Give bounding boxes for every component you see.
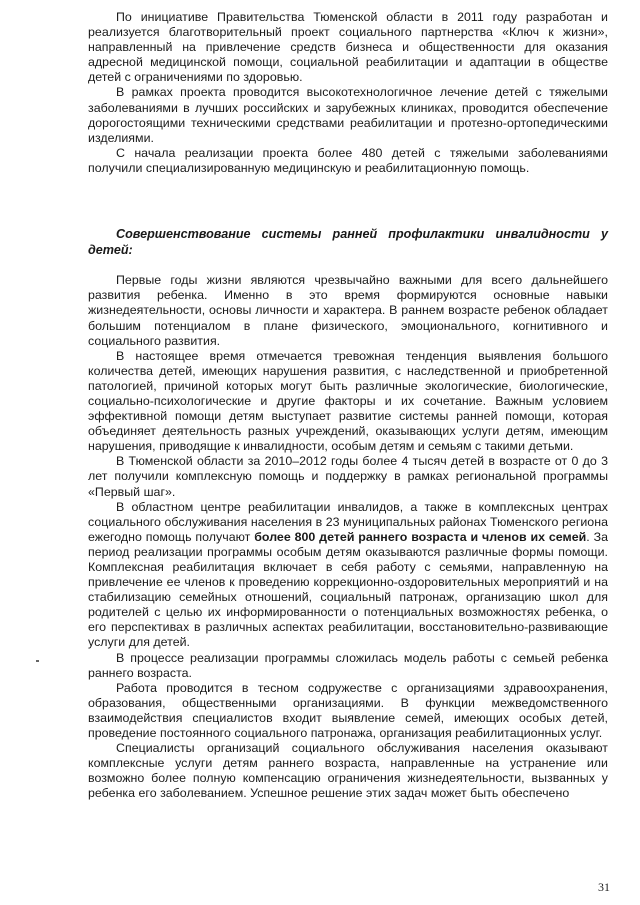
margin-mark xyxy=(36,660,39,662)
document-page xyxy=(88,10,608,802)
paragraph-key-to-life-project: По инициативе Правительства Тюменской области в 2011 году разработан и реализуется благотворительный проект социального партнерства «Ключ к жизни», направленный на привлечение средств бизнеса и общественности для оказания адресной медицинской помощи, социальной реабилитации и адаптации в обществе детей с ограничениями по здоровью. xyxy=(88,10,608,85)
paragraph-work-model: В процессе реализации программы сложилась модель работы с семьей ребенка раннего возраста. xyxy=(88,650,608,680)
paragraph-first-step-program: В Тюменской области за 2010–2012 годы более 4 тысяч детей в возрасте от 0 до 3 лет получили комплексную помощь и поддержку в рамках региональной программы «Первый шаг». xyxy=(88,454,608,499)
paragraph-project-results: С начала реализации проекта более 480 детей с тяжелыми заболеваниями получили специализированную медицинскую и реабилитационную помощь. xyxy=(88,145,608,175)
section-spacer xyxy=(88,176,608,227)
center-text-bold: более 800 детей раннего возраста и членов их семей xyxy=(254,529,587,544)
paragraph-project-treatment: В рамках проекта проводится высокотехнологичное лечение детей с тяжелыми заболеваниями в лучших российских и зарубежных клиниках, проводится обеспечение дорогостоящими техническими средствами реабилитации и протезно-ортопедическими изделиями. xyxy=(88,85,608,145)
paragraph-rehabilitation-center xyxy=(88,500,608,651)
page-number: 31 xyxy=(598,880,610,894)
paragraph-early-years: Первые годы жизни являются чрезвычайно важными для всего дальнейшего развития ребенка. Именно в это время формируются основные навыки жизнедеятельности, основы личности и характера. В раннем возрасте ребенок обладает большим потенциалом в плане физического, эмоционального, когнитивного и социального развития. xyxy=(88,273,608,348)
paragraph-cooperation: Работа проводится в тесном содружестве с организациями здравоохранения, образования, общественными организациями. В функции межведомственного взаимодействия специалистов входит выявление семей, имеющих особых детей, проведение постоянного социального патронажа, организация реабилитационных услуг. xyxy=(88,680,608,741)
section-heading: Совершенствование системы ранней профилактики инвалидности у детей: xyxy=(88,227,608,257)
heading-spacer xyxy=(88,258,608,273)
center-text-after: . За период реализации программы особым детям оказываются различные формы помощи. Комплексная реабилитация включает в себя работу с семьями, направленную на привлечение ее членов к проведению коррекционно-оздоровительных мероприятий и на стабилизацию семейных отношений, социальный патронаж, организацию школ для родителей с целью их информированности о потенциальных возможностях ребенка, о его перспективах в различных аспектах реабилитации, восстановительно-развивающие услуги для детей. xyxy=(88,529,608,650)
paragraph-current-trend: В настоящее время отмечается тревожная тенденция выявления большого количества детей, имеющих нарушения развития, с наследственной и приобретенной патологией, причиной которых могут быть различные экологические, биологические, социально-психологические и другие факторы и их сочетание. Важным условием эффективной помощи детям выступает развитие системы ранней помощи, которая объединяет деятельность разных учреждений, оказывающих услуги детям, имеющим нарушения, приводящие к инвалидности, особым детям и семьям с такими детьми. xyxy=(88,348,608,454)
center-text-before: В областном центре реабилитации инвалидов, а также в комплексных центрах социального обслуживания населения в 23 муниципальных районах Тюменского региона ежегодно помощь получают xyxy=(88,499,608,544)
paragraph-specialists: Специалисты организаций социального обслуживания населения оказывают комплексные услуги детям раннего возраста, направленные на устранение или возможно более полную компенсацию ограничения жизнедеятельности, вызванных у ребенка его заболеванием. Успешное решение этих задач может быть обеспечено xyxy=(88,741,608,801)
